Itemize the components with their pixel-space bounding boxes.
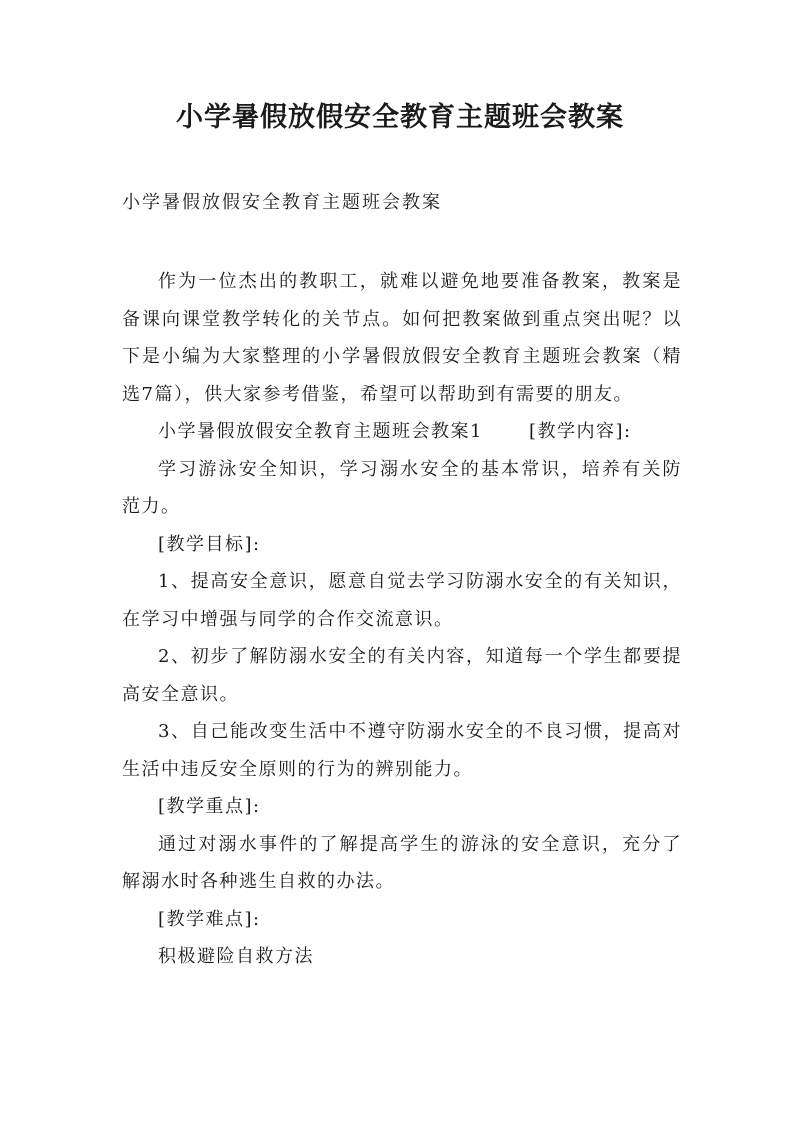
difficulties-paragraph: 积极避险自救方法 xyxy=(158,946,314,967)
intro-paragraph: 作为一位杰出的教职工，就难以避免地要准备教案，教案是备课向课堂教学转化的关节点。如何把教案做到重点突出呢？以下是小编为大家整理的小学暑假放假安全教育主题班会教案（精选7篇），供大家参考借鉴，希望可以帮助到有需要的朋友。 xyxy=(122,271,682,405)
goal-item: 2、初步了解防溺水安全的有关内容，知道每一个学生都要提高安全意识。 xyxy=(122,646,682,705)
lesson-heading: 小学暑假放假安全教育主题班会教案1 xyxy=(158,421,483,442)
difficulties-label: [教学难点]: xyxy=(158,908,261,930)
document-subtitle: 小学暑假放假安全教育主题班会教案 xyxy=(122,192,442,213)
goal-item: 3、自己能改变生活中不遵守防溺水安全的不良习惯，提高对生活中违反安全原则的行为的辨别能力。 xyxy=(122,721,682,780)
goal-item: 1、提高安全意识，愿意自觉去学习防溺水安全的有关知识，在学习中增强与同学的合作交流意识。 xyxy=(122,571,682,630)
content-paragraph: 学习游泳安全知识，学习溺水安全的基本常识，培养有关防范力。 xyxy=(122,458,682,517)
document-title: 小学暑假放假安全教育主题班会教案 xyxy=(176,102,624,133)
document-body xyxy=(122,263,682,976)
key-points-label: [教学重点]: xyxy=(158,796,261,817)
goals-label: [教学目标]: xyxy=(158,533,261,555)
key-points-paragraph: 通过对溺水事件的了解提高学生的游泳的安全意识，充分了解溺水时各种逃生自救的办法。 xyxy=(122,833,682,892)
content-label: [教学内容]: xyxy=(528,421,632,442)
lesson-heading-line xyxy=(122,413,682,451)
